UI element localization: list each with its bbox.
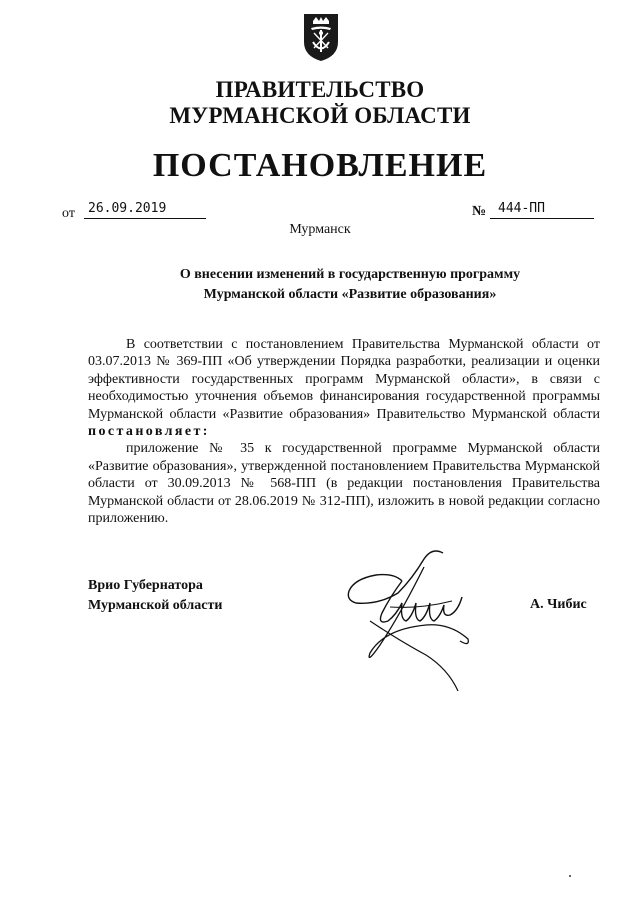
handwritten-signature bbox=[340, 545, 490, 705]
date-prefix: от bbox=[62, 206, 75, 221]
document-date: 26.09.2019 bbox=[84, 200, 206, 219]
subject-line-1: О внесении изменений в государственную программу bbox=[179, 267, 521, 282]
coat-of-arms-icon bbox=[301, 12, 341, 62]
organization-line-1: ПРАВИТЕЛЬСТВО bbox=[215, 77, 425, 102]
signer-name: А. Чибис bbox=[530, 597, 587, 612]
signer-title bbox=[88, 576, 222, 616]
decree-word: постановляет: bbox=[88, 424, 210, 440]
body-paragraph-2: приложение № 35 к государственной программе Мурманской области «Развитие образования», утвержденной постановлением Правительства Мурманской области от 30.09.2013 № 568-ПП (в редакции постановления Правительства Мурманской области от 28.06.2019 № 312-ПП), изложить в новой редакции согласно приложению. bbox=[88, 441, 600, 527]
document-body bbox=[88, 336, 600, 527]
scan-speck bbox=[568, 874, 572, 878]
organization-name bbox=[0, 77, 640, 129]
signer-title-line-1: Врио Губернатора bbox=[88, 578, 203, 593]
subject-line-2: Мурманской области «Развитие образования» bbox=[203, 287, 497, 302]
number-prefix: № bbox=[472, 204, 487, 219]
body-paragraph-1 bbox=[88, 336, 600, 440]
organization-line-2: МУРМАНСКОЙ ОБЛАСТИ bbox=[169, 103, 471, 128]
document-number: 444-ПП bbox=[490, 200, 594, 219]
city: Мурманск bbox=[289, 222, 351, 237]
signer-title-line-2: Мурманской области bbox=[88, 598, 223, 613]
document-subject bbox=[140, 265, 560, 305]
document-type: ПОСТАНОВЛЕНИЕ bbox=[152, 147, 488, 184]
body-paragraph-1-text: В соответствии с постановлением Правительства Мурманской области от 03.07.2013 № 369-ПП «Об утверждении Порядка разработки, реализации и оценки эффективности государственных программ Мурманской области», в связи с необходимостью уточнения объемов финансирования государственной программы Мурманской области «Развитие образования» Правительство Мурманской области bbox=[88, 337, 600, 422]
